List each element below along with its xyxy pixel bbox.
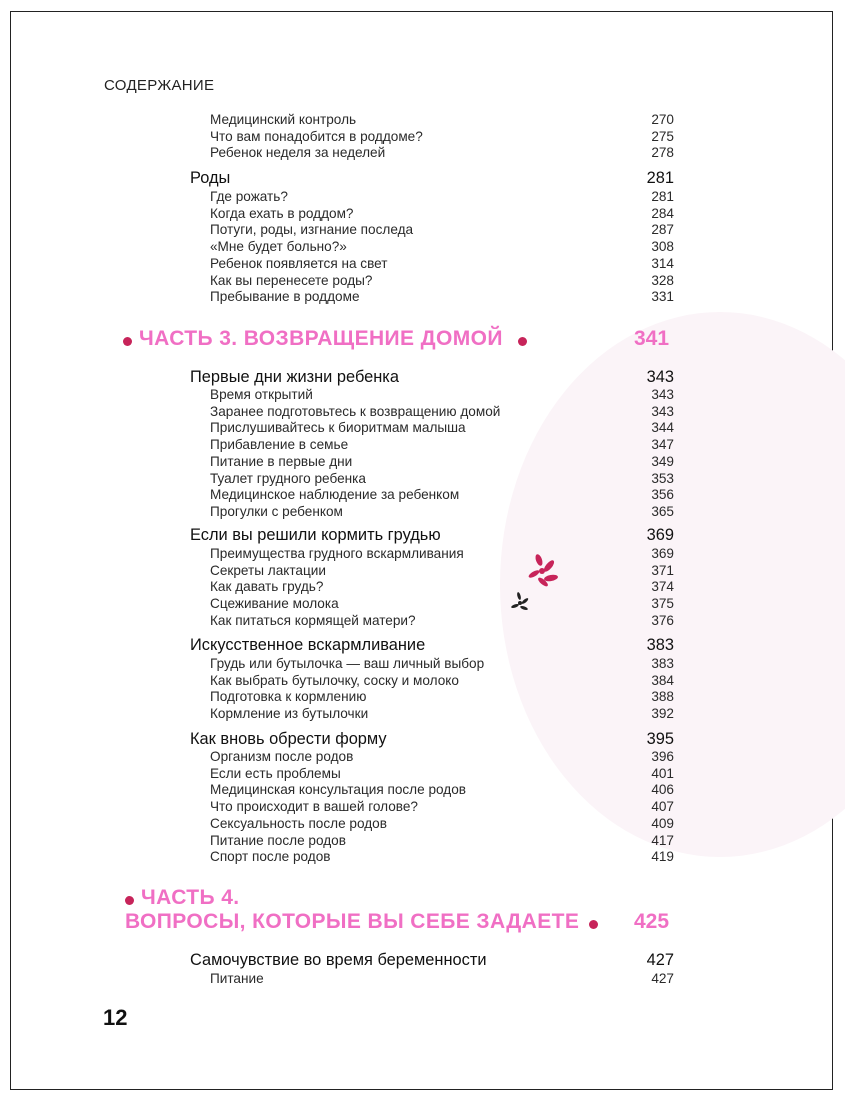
- page-ref: 396: [651, 749, 674, 764]
- page-ref: 427: [651, 971, 674, 986]
- page-ref: 314: [651, 255, 674, 271]
- toc-entry: [210, 782, 674, 798]
- entry-title: Как питаться кормящей матери?: [210, 612, 416, 628]
- page-ref: 427: [646, 951, 674, 969]
- section-entry: [190, 525, 674, 545]
- toc-entry: [210, 706, 674, 722]
- page-ref: 392: [651, 706, 674, 722]
- toc-entry: [210, 971, 674, 987]
- section-entry: [190, 729, 674, 749]
- entry-title: Подготовка к кормлению: [210, 689, 367, 705]
- entry-title: Потуги, роды, изгнание последа: [210, 222, 414, 238]
- entry-title: Где рожать?: [210, 189, 288, 204]
- bullet-dot: [589, 920, 598, 929]
- entry-title: Прогулки с ребенком: [210, 503, 343, 519]
- page-ref: 308: [651, 239, 674, 255]
- page-ref: 353: [651, 470, 674, 486]
- part3-title: ЧАСТЬ 3. ВОЗВРАЩЕНИЕ ДОМОЙ: [139, 327, 503, 350]
- toc-entry: [210, 387, 674, 403]
- toc-entry: [210, 689, 674, 705]
- page-ref: 388: [651, 689, 674, 705]
- page-ref: 371: [651, 562, 674, 578]
- toc-entry: [210, 256, 674, 272]
- page-ref: 395: [646, 730, 674, 748]
- toc-entry: [210, 816, 674, 832]
- entry-title: Медицинское наблюдение за ребенком: [210, 487, 460, 503]
- part3-page: 341: [634, 327, 670, 350]
- page-ref: 417: [651, 832, 674, 848]
- page-ref: 328: [651, 272, 674, 288]
- page-ref: 407: [651, 799, 674, 815]
- entry-title: Как выбрать бутылочку, соску и молоко: [210, 672, 459, 688]
- entry-title: Как вы перенесете роды?: [210, 272, 373, 288]
- entry-title: Заранее подготовьтесь к возвращению домой: [210, 403, 501, 419]
- toc-entry: [210, 222, 674, 238]
- toc-entry: [210, 239, 674, 255]
- part4-title-line1: ЧАСТЬ 4.: [141, 886, 240, 909]
- toc-entry: [210, 579, 674, 595]
- entry-title: Ребенок появляется на свет: [210, 255, 388, 271]
- page-number: 12: [103, 1005, 128, 1030]
- page-ref: 409: [651, 815, 674, 831]
- flower-decoration-icon: [525, 552, 559, 592]
- entry-title: Секреты лактации: [210, 562, 326, 578]
- page-ref: 331: [651, 289, 674, 305]
- entry-title: Грудь или бутылочка — ваш личный выбор: [210, 656, 485, 671]
- section-entry: [190, 367, 674, 387]
- page-ref: 419: [651, 849, 674, 865]
- toc-entry: [210, 289, 674, 305]
- toc-entry: [210, 613, 674, 629]
- page-ref: 270: [651, 112, 674, 127]
- section-entry: [190, 168, 674, 188]
- toc-entry: [210, 206, 674, 222]
- bullet-dot: [123, 337, 132, 346]
- toc-entry: [210, 546, 674, 562]
- page-ref: 406: [651, 782, 674, 798]
- section-title: Самочувствие во время беременности: [190, 951, 487, 969]
- entry-title: Ребенок неделя за неделей: [210, 145, 386, 161]
- page-ref: 383: [651, 656, 674, 671]
- toc-entry: [210, 437, 674, 453]
- entry-title: Как давать грудь?: [210, 579, 324, 595]
- entry-title: Кормление из бутылочки: [210, 706, 369, 722]
- page-ref: 376: [651, 612, 674, 628]
- toc-entry: [210, 849, 674, 865]
- page-ref: 384: [651, 672, 674, 688]
- part4-title-line2: ВОПРОСЫ, КОТОРЫЕ ВЫ СЕБЕ ЗАДАЕТЕ: [125, 910, 580, 933]
- page-ref: 369: [651, 546, 674, 561]
- page-ref: 383: [646, 636, 674, 654]
- page-ref: 375: [651, 596, 674, 612]
- page-ref: 369: [646, 526, 674, 544]
- entry-title: Время открытий: [210, 387, 313, 402]
- page-ref: 343: [651, 403, 674, 419]
- page-header: СОДЕРЖАНИЕ: [104, 77, 215, 94]
- entry-title: Питание в первые дни: [210, 453, 353, 469]
- toc-entry: [210, 404, 674, 420]
- section-title: Роды: [190, 169, 231, 187]
- entry-title: Медицинская консультация после родов: [210, 782, 466, 798]
- page-ref: 365: [651, 503, 674, 519]
- toc-entry: [210, 749, 674, 765]
- entry-title: Что происходит в вашей голове?: [210, 799, 418, 815]
- page-ref: 287: [651, 222, 674, 238]
- page-ref: 343: [651, 387, 674, 402]
- page-ref: 347: [651, 437, 674, 453]
- toc-entry: [210, 454, 674, 470]
- entry-title: Сцеживание молока: [210, 596, 339, 612]
- entry-title: Прислушивайтесь к биоритмам малыша: [210, 420, 466, 436]
- toc-entry: [210, 504, 674, 520]
- toc-entry: [210, 799, 674, 815]
- page-ref: 349: [651, 453, 674, 469]
- entry-title: Пребывание в роддоме: [210, 289, 360, 305]
- small-flower-icon: [510, 592, 530, 614]
- entry-title: Медицинский контроль: [210, 112, 357, 127]
- page-ref: 275: [651, 128, 674, 144]
- entry-title: Питание после родов: [210, 832, 346, 848]
- page-ref: 344: [651, 420, 674, 436]
- bullet-dot: [518, 337, 527, 346]
- page-ref: 343: [646, 368, 674, 386]
- section-title: Если вы решили кормить грудью: [190, 526, 441, 544]
- page-ref: 374: [651, 579, 674, 595]
- toc-entry: [210, 112, 674, 128]
- toc-entry: [210, 563, 674, 579]
- entry-title: Питание: [210, 971, 264, 986]
- toc-entry: [210, 673, 674, 689]
- entry-title: Организм после родов: [210, 749, 354, 764]
- entry-title: Если есть проблемы: [210, 765, 341, 781]
- toc-entry: [210, 145, 674, 161]
- toc-entry: [210, 420, 674, 436]
- section-title: Искусственное вскармливание: [190, 636, 426, 654]
- entry-title: Когда ехать в роддом?: [210, 205, 354, 221]
- entry-title: Прибавление в семье: [210, 437, 349, 453]
- page-ref: 281: [651, 189, 674, 204]
- toc-entry: [210, 596, 674, 612]
- part4-page: 425: [634, 910, 670, 933]
- toc-entry: [210, 487, 674, 503]
- entry-title: Туалет грудного ребенка: [210, 470, 366, 486]
- page-ref: 401: [651, 765, 674, 781]
- toc-entry: [210, 273, 674, 289]
- bullet-dot: [125, 896, 134, 905]
- toc-entry: [210, 656, 674, 672]
- entry-title: Спорт после родов: [210, 849, 331, 865]
- toc-entry: [210, 833, 674, 849]
- section-title: Как вновь обрести форму: [190, 730, 387, 748]
- entry-title: Преимущества грудного вскармливания: [210, 546, 464, 561]
- section-entry: [190, 635, 674, 655]
- toc-entry: [210, 129, 674, 145]
- entry-title: Сексуальность после родов: [210, 815, 387, 831]
- page-ref: 281: [646, 169, 674, 187]
- page-ref: 356: [651, 487, 674, 503]
- toc-entry: [210, 766, 674, 782]
- toc-entry: [210, 471, 674, 487]
- page-ref: 284: [651, 205, 674, 221]
- section-entry: [190, 950, 674, 970]
- section-title: Первые дни жизни ребенка: [190, 368, 399, 386]
- entry-title: Что вам понадобится в роддоме?: [210, 128, 423, 144]
- toc-entry: [210, 189, 674, 205]
- entry-title: «Мне будет больно?»: [210, 239, 347, 255]
- page-ref: 278: [651, 145, 674, 161]
